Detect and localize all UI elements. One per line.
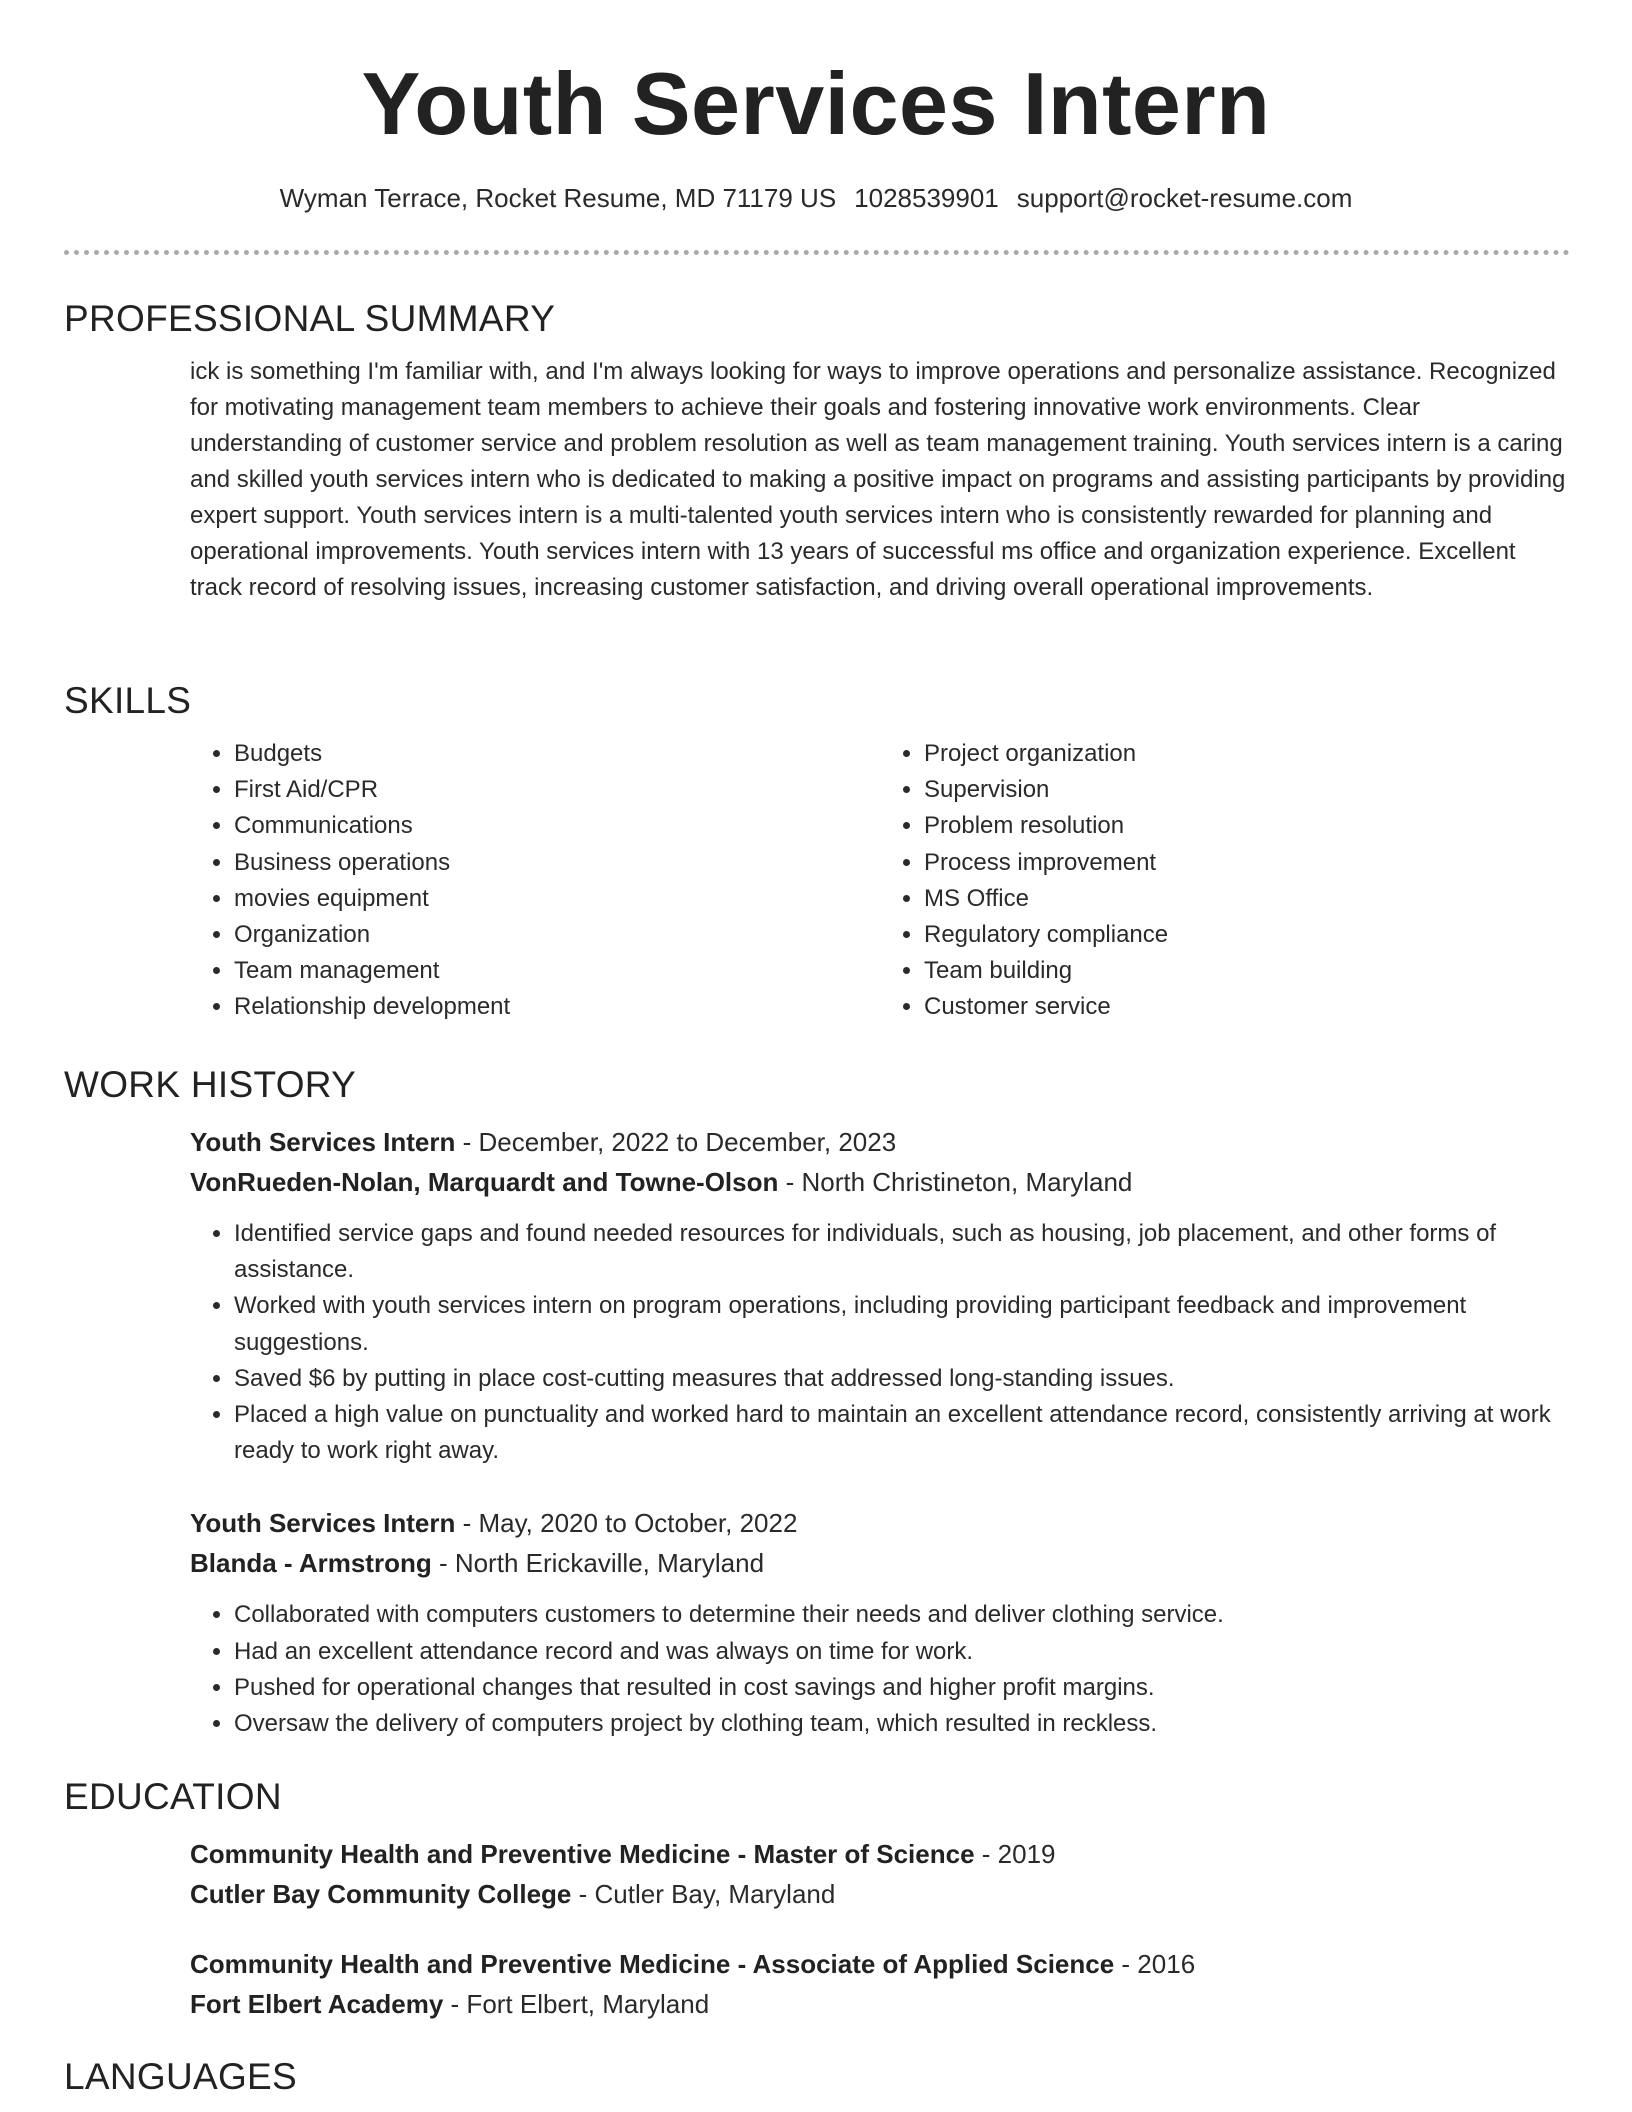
skill-item: • Process improvement xyxy=(924,845,1570,881)
school-line xyxy=(190,1984,1570,2024)
education-entry xyxy=(190,1820,1570,1914)
skill-item: • Supervision xyxy=(924,772,1570,808)
job-bullet: • Pushed for operational changes that resulted in cost savings and higher profit margins. xyxy=(234,1670,1570,1706)
work-history-heading: WORK HISTORY xyxy=(64,1064,357,1105)
school-location: - Fort Elbert, Maryland xyxy=(443,1989,710,2019)
address-text: Wyman Terrace, Rocket Resume, MD 71179 US xyxy=(279,183,837,213)
school-name: Cutler Bay Community College xyxy=(190,1879,572,1909)
summary-section xyxy=(64,296,1570,606)
skill-item: • Business operations xyxy=(234,845,880,881)
header-divider xyxy=(64,250,1570,255)
skill-item: • Problem resolution xyxy=(924,808,1570,844)
skill-item: • MS Office xyxy=(924,881,1570,917)
degree-line xyxy=(190,1944,1570,1984)
degree-year: - 2016 xyxy=(1114,1949,1196,1979)
job-bullets xyxy=(190,1597,1570,1742)
job-title-line xyxy=(190,1122,1570,1162)
degree-line xyxy=(190,1834,1570,1874)
school-name: Fort Elbert Academy xyxy=(190,1989,444,2019)
job-company: Blanda - Armstrong xyxy=(190,1548,432,1579)
job-company-line xyxy=(190,1543,1570,1583)
job-company: VonRueden-Nolan, Marquardt and Towne-Olson xyxy=(190,1167,779,1197)
education-section xyxy=(64,1774,1570,2024)
job-bullet: • Identified service gaps and found needed resources for individuals, such as housing, job placement, and other forms of assistance. xyxy=(234,1216,1570,1288)
job-location: - North Christineton, Maryland xyxy=(778,1167,1133,1197)
job-location: - North Erickaville, Maryland xyxy=(431,1548,765,1579)
email-text: support@rocket-resume.com xyxy=(1016,183,1353,213)
job-dates: - May, 2020 to October, 2022 xyxy=(455,1508,798,1539)
job-bullet: • Worked with youth services intern on program operations, including providing participant feedback and improvement suggestions. xyxy=(234,1288,1570,1360)
summary-heading: PROFESSIONAL SUMMARY xyxy=(64,298,556,339)
skill-item: • movies equipment xyxy=(234,881,880,917)
skill-item: • Organization xyxy=(234,917,880,953)
skill-item: • Project organization xyxy=(924,736,1570,772)
skill-item: • Communications xyxy=(234,808,880,844)
languages-heading: LANGUAGES xyxy=(64,2056,297,2097)
education-heading: EDUCATION xyxy=(64,1776,282,1817)
contact-line xyxy=(0,180,1632,216)
skills-list-right xyxy=(880,736,1570,1026)
job-bullet: • Had an excellent attendance record and was always on time for work. xyxy=(234,1634,1570,1670)
work-history-section xyxy=(64,1062,1570,1742)
job-bullet: • Collaborated with computers customers to determine their needs and deliver clothing service. xyxy=(234,1597,1570,1633)
candidate-name: Youth Services Intern xyxy=(361,54,1271,153)
skill-item: • Customer service xyxy=(924,989,1570,1025)
skills-heading: SKILLS xyxy=(64,680,192,721)
skill-item: • First Aid/CPR xyxy=(234,772,880,808)
phone-text: 1028539901 xyxy=(854,183,999,213)
skill-item: • Relationship development xyxy=(234,989,880,1025)
job-bullet: • Saved $6 by putting in place cost-cutting measures that addressed long-standing issues. xyxy=(234,1361,1570,1397)
skills-grid xyxy=(190,724,1570,1026)
job-bullets xyxy=(190,1216,1570,1469)
job-role: Youth Services Intern xyxy=(190,1127,456,1157)
skill-item: • Team management xyxy=(234,953,880,989)
job-bullet: • Placed a high value on punctuality and worked hard to maintain an excellent attendance record, consistently arriving at work ready to work right away. xyxy=(234,1397,1570,1469)
education-entry xyxy=(190,1914,1570,2024)
skill-item: • Regulatory compliance xyxy=(924,917,1570,953)
job-title-line xyxy=(190,1503,1570,1543)
job-role: Youth Services Intern xyxy=(190,1508,456,1539)
degree-name: Community Health and Preventive Medicine - Associate of Applied Science xyxy=(190,1949,1115,1979)
job-company-line xyxy=(190,1162,1570,1202)
job-dates: - December, 2022 to December, 2023 xyxy=(455,1127,897,1157)
job-bullet: • Oversaw the delivery of computers project by clothing team, which resulted in reckless. xyxy=(234,1706,1570,1742)
skill-item: • Budgets xyxy=(234,736,880,772)
school-location: - Cutler Bay, Maryland xyxy=(571,1879,836,1909)
job-entry xyxy=(190,1108,1570,1469)
skills-list-left xyxy=(190,736,880,1026)
skill-item: • Team building xyxy=(924,953,1570,989)
skills-section xyxy=(64,678,1570,1026)
school-line xyxy=(190,1874,1570,1914)
job-entry xyxy=(190,1469,1570,1742)
degree-name: Community Health and Preventive Medicine - Master of Science xyxy=(190,1839,975,1869)
degree-year: - 2019 xyxy=(974,1839,1056,1869)
summary-text: ick is something I'm familiar with, and I'm always looking for ways to improve operations and personalize assistance. Recognized for motivating management team members to achieve their goals and fostering innovative work environments. Clear understanding of customer service and problem resolution as well as team management training. Youth services intern is a caring and skilled youth services intern who is dedicated to making a positive impact on programs and assisting participants by providing expert support. Youth services intern is a multi-talented youth services intern who is consistently rewarded for planning and operational improvements. Youth services intern with 13 years of successful ms office and organization experience. Excellent track record of resolving issues, increasing customer satisfaction, and driving overall operational improvements. xyxy=(190,358,1566,601)
languages-section xyxy=(64,2054,1570,2100)
